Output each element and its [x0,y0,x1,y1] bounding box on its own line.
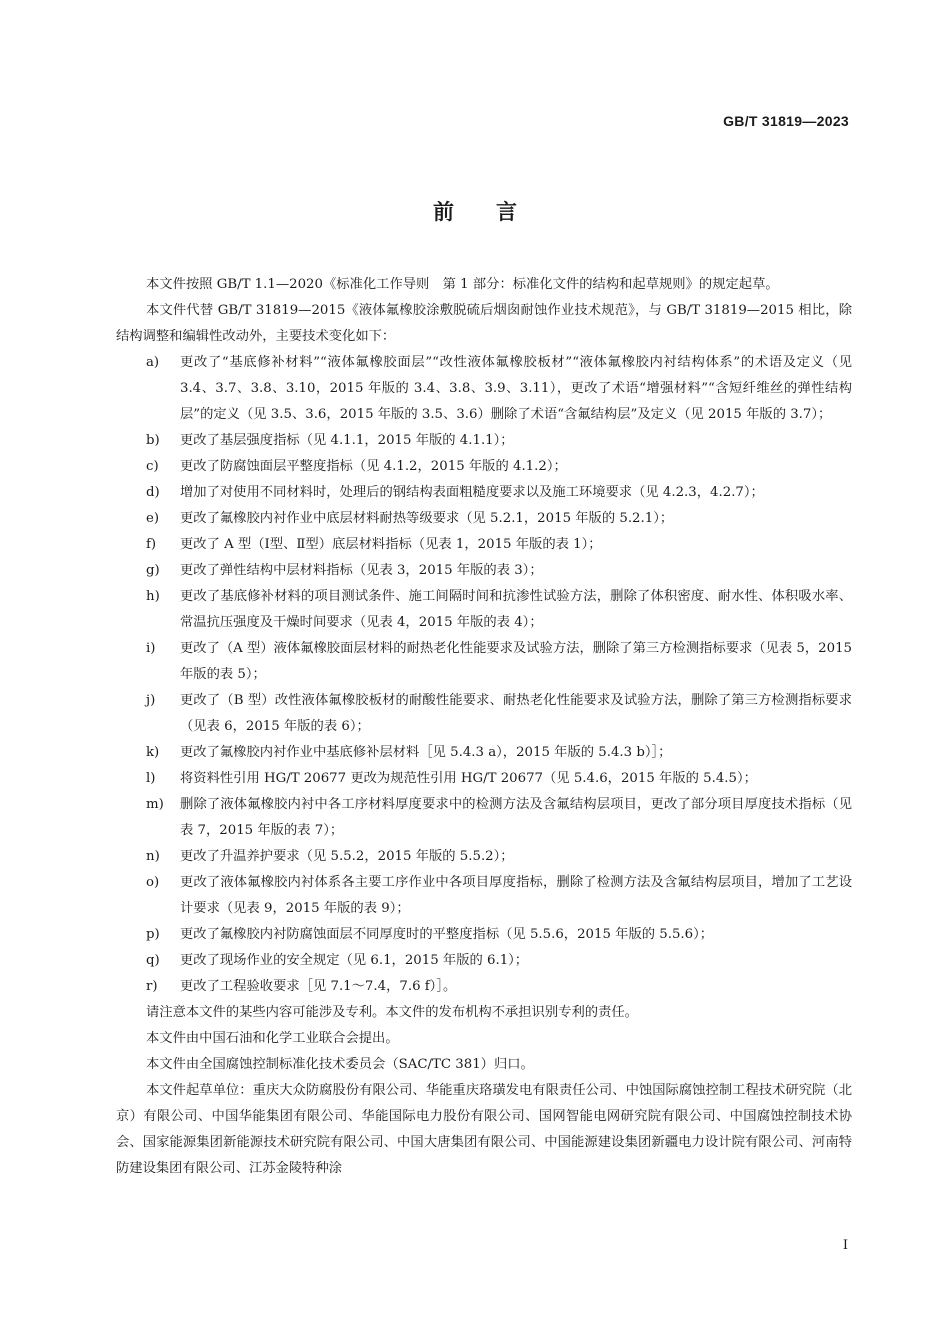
list-marker: g) [146,563,160,578]
list-item [116,532,852,558]
list-item [116,948,852,974]
drafting-units: 本文件起草单位：重庆大众防腐股份有限公司、华能重庆珞璜发电有限责任公司、中蚀国际腐蚀控制工程技术研究院（北京）有限公司、中国华能集团有限公司、华能国际电力股份有限公司、国网智能电网研究院有限公司、中国腐蚀控制技术协会、国家能源集团新能源技术研究院有限公司、中国大唐集团有限公司、中国能源建设集团新疆电力设计院有限公司、河南特防建设集团有限公司、江苏金陵特种涂 [116,1083,852,1176]
list-marker: c) [146,459,159,474]
page-title: 前 言 [433,200,517,224]
list-item-text: 更改了升温养护要求（见 5.5.2，2015 年版的 5.5.2）； [180,849,514,864]
list-item-text: 增加了对使用不同材料时，处理后的钢结构表面粗糙度要求以及施工环境要求（见 4.2.3，4.2.7）； [180,485,764,500]
list-item-text: 更改了工程验收要求［见 7.1～7.4，7.6 f）］。 [180,979,457,994]
list-marker: d) [146,485,160,500]
proposer-statement: 本文件由中国石油和化学工业联合会提出。 [146,1031,399,1046]
list-marker: q) [146,953,160,968]
list-item-text: 更改了防腐蚀面层平整度指标（见 4.1.2，2015 年版的 4.1.2）； [180,459,567,474]
list-item-text: 更改了氟橡胶内衬作业中底层材料耐热等级要求（见 5.2.1，2015 年版的 5.2.1）； [180,511,674,526]
standard-number: GB/T 31819—2023 [723,113,849,129]
patent-notice: 请注意本文件的某些内容可能涉及专利。本文件的发布机构不承担识别专利的责任。 [146,1005,638,1020]
list-item-text: 更改了（A 型）液体氟橡胶面层材料的耐热老化性能要求及试验方法，删除了第三方检测指标要求（见表 5，2015 年版的表 5）； [180,641,853,682]
list-marker: r) [146,979,158,994]
list-item-text: 更改了“基底修补材料”“液体氟橡胶面层”“改性液体氟橡胶板材”“液体氟橡胶内衬结构体系”的术语及定义（见 3.4、3.7、3.8、3.10，2015 年版的 3.4、3.8、3.9、3.11），更改了术语“增强材料”“含短纤维丝的弹性结构层”的定义（见 3.5、3.6，2015 年版的 3.5、3.6）删除了术语“含氟结构层”及定义（见 2015 年版的 3.7）； [180,355,852,422]
list-item [116,922,852,948]
list-marker: b) [146,433,160,448]
intro-paragraph: 本文件按照 GB/T 1.1—2020《标准化工作导则 第 1 部分：标准化文件的结构和起草规则》的规定起草。 [146,277,779,292]
list-item [116,350,852,428]
list-item-text: 更改了弹性结构中层材料指标（见表 3，2015 年版的表 3）； [180,563,543,578]
list-item [116,480,852,506]
list-item [116,428,852,454]
list-marker: p) [146,927,160,942]
list-item-text: 更改了基层强度指标（见 4.1.1，2015 年版的 4.1.1）； [180,433,514,448]
list-item-text: 更改了（B 型）改性液体氟橡胶板材的耐酸性能要求、耐热老化性能要求及试验方法，删除了第三方检测指标要求（见表 6，2015 年版的表 6）； [180,693,852,734]
list-marker: m) [146,797,164,812]
list-item [116,454,852,480]
list-item-text: 更改了基底修补材料的项目测试条件、施工间隔时间和抗渗性试验方法，删除了体积密度、耐水性、体积吸水率、常温抗压强度及干燥时间要求（见表 4，2015 年版的表 4）； [180,589,852,630]
committee-statement: 本文件由全国腐蚀控制标准化技术委员会（SAC/TC 381）归口。 [146,1057,534,1072]
list-item-text: 删除了液体氟橡胶内衬中各工序材料厚度要求中的检测方法及含氟结构层项目，更改了部分项目厚度技术指标（见表 7，2015 年版的表 7）； [180,797,852,838]
list-item [116,792,852,844]
list-marker: h) [146,589,160,604]
list-item [116,506,852,532]
list-marker: f) [146,537,157,552]
intro-paragraph: 本文件代替 GB/T 31819—2015《液体氟橡胶涂敷脱硫后烟囱耐蚀作业技术规范》，与 GB/T 31819—2015 相比，除结构调整和编辑性改动外，主要技术变化如下： [116,303,852,344]
list-item [116,636,852,688]
list-item [116,688,852,740]
list-item-text: 将资料性引用 HG/T 20677 更改为规范性引用 HG/T 20677（见 5.4.6，2015 年版的 5.4.5）； [180,771,757,786]
list-item [116,584,852,636]
list-marker: k) [146,745,160,760]
list-marker: o) [146,875,160,890]
list-marker: i) [146,641,156,656]
list-marker: e) [146,511,160,526]
list-item [116,974,852,1000]
list-item-text: 更改了现场作业的安全规定（见 6.1，2015 年版的 6.1）； [180,953,529,968]
list-item [116,870,852,922]
changes-list [116,350,852,1000]
document-body [116,272,852,1182]
list-item [116,844,852,870]
page-number: I [842,1238,848,1253]
list-marker: l) [146,771,156,786]
list-item [116,740,852,766]
list-marker: a) [146,355,160,370]
list-marker: j) [146,693,156,708]
list-item-text: 更改了氟橡胶内衬作业中基底修补层材料［见 5.4.3 a），2015 年版的 5.4.3 b）］； [180,745,672,760]
list-item [116,766,852,792]
list-item [116,558,852,584]
list-item-text: 更改了液体氟橡胶内衬体系各主要工序作业中各项目厚度指标，删除了检测方法及含氟结构层项目，增加了工艺设计要求（见表 9，2015 年版的表 9）； [180,875,852,916]
list-item-text: 更改了 A 型（Ⅰ型、Ⅱ型）底层材料指标（见表 1，2015 年版的表 1）； [180,537,602,552]
list-marker: n) [146,849,160,864]
list-item-text: 更改了氟橡胶内衬防腐蚀面层不同厚度时的平整度指标（见 5.5.6，2015 年版的 5.5.6）； [180,927,714,942]
